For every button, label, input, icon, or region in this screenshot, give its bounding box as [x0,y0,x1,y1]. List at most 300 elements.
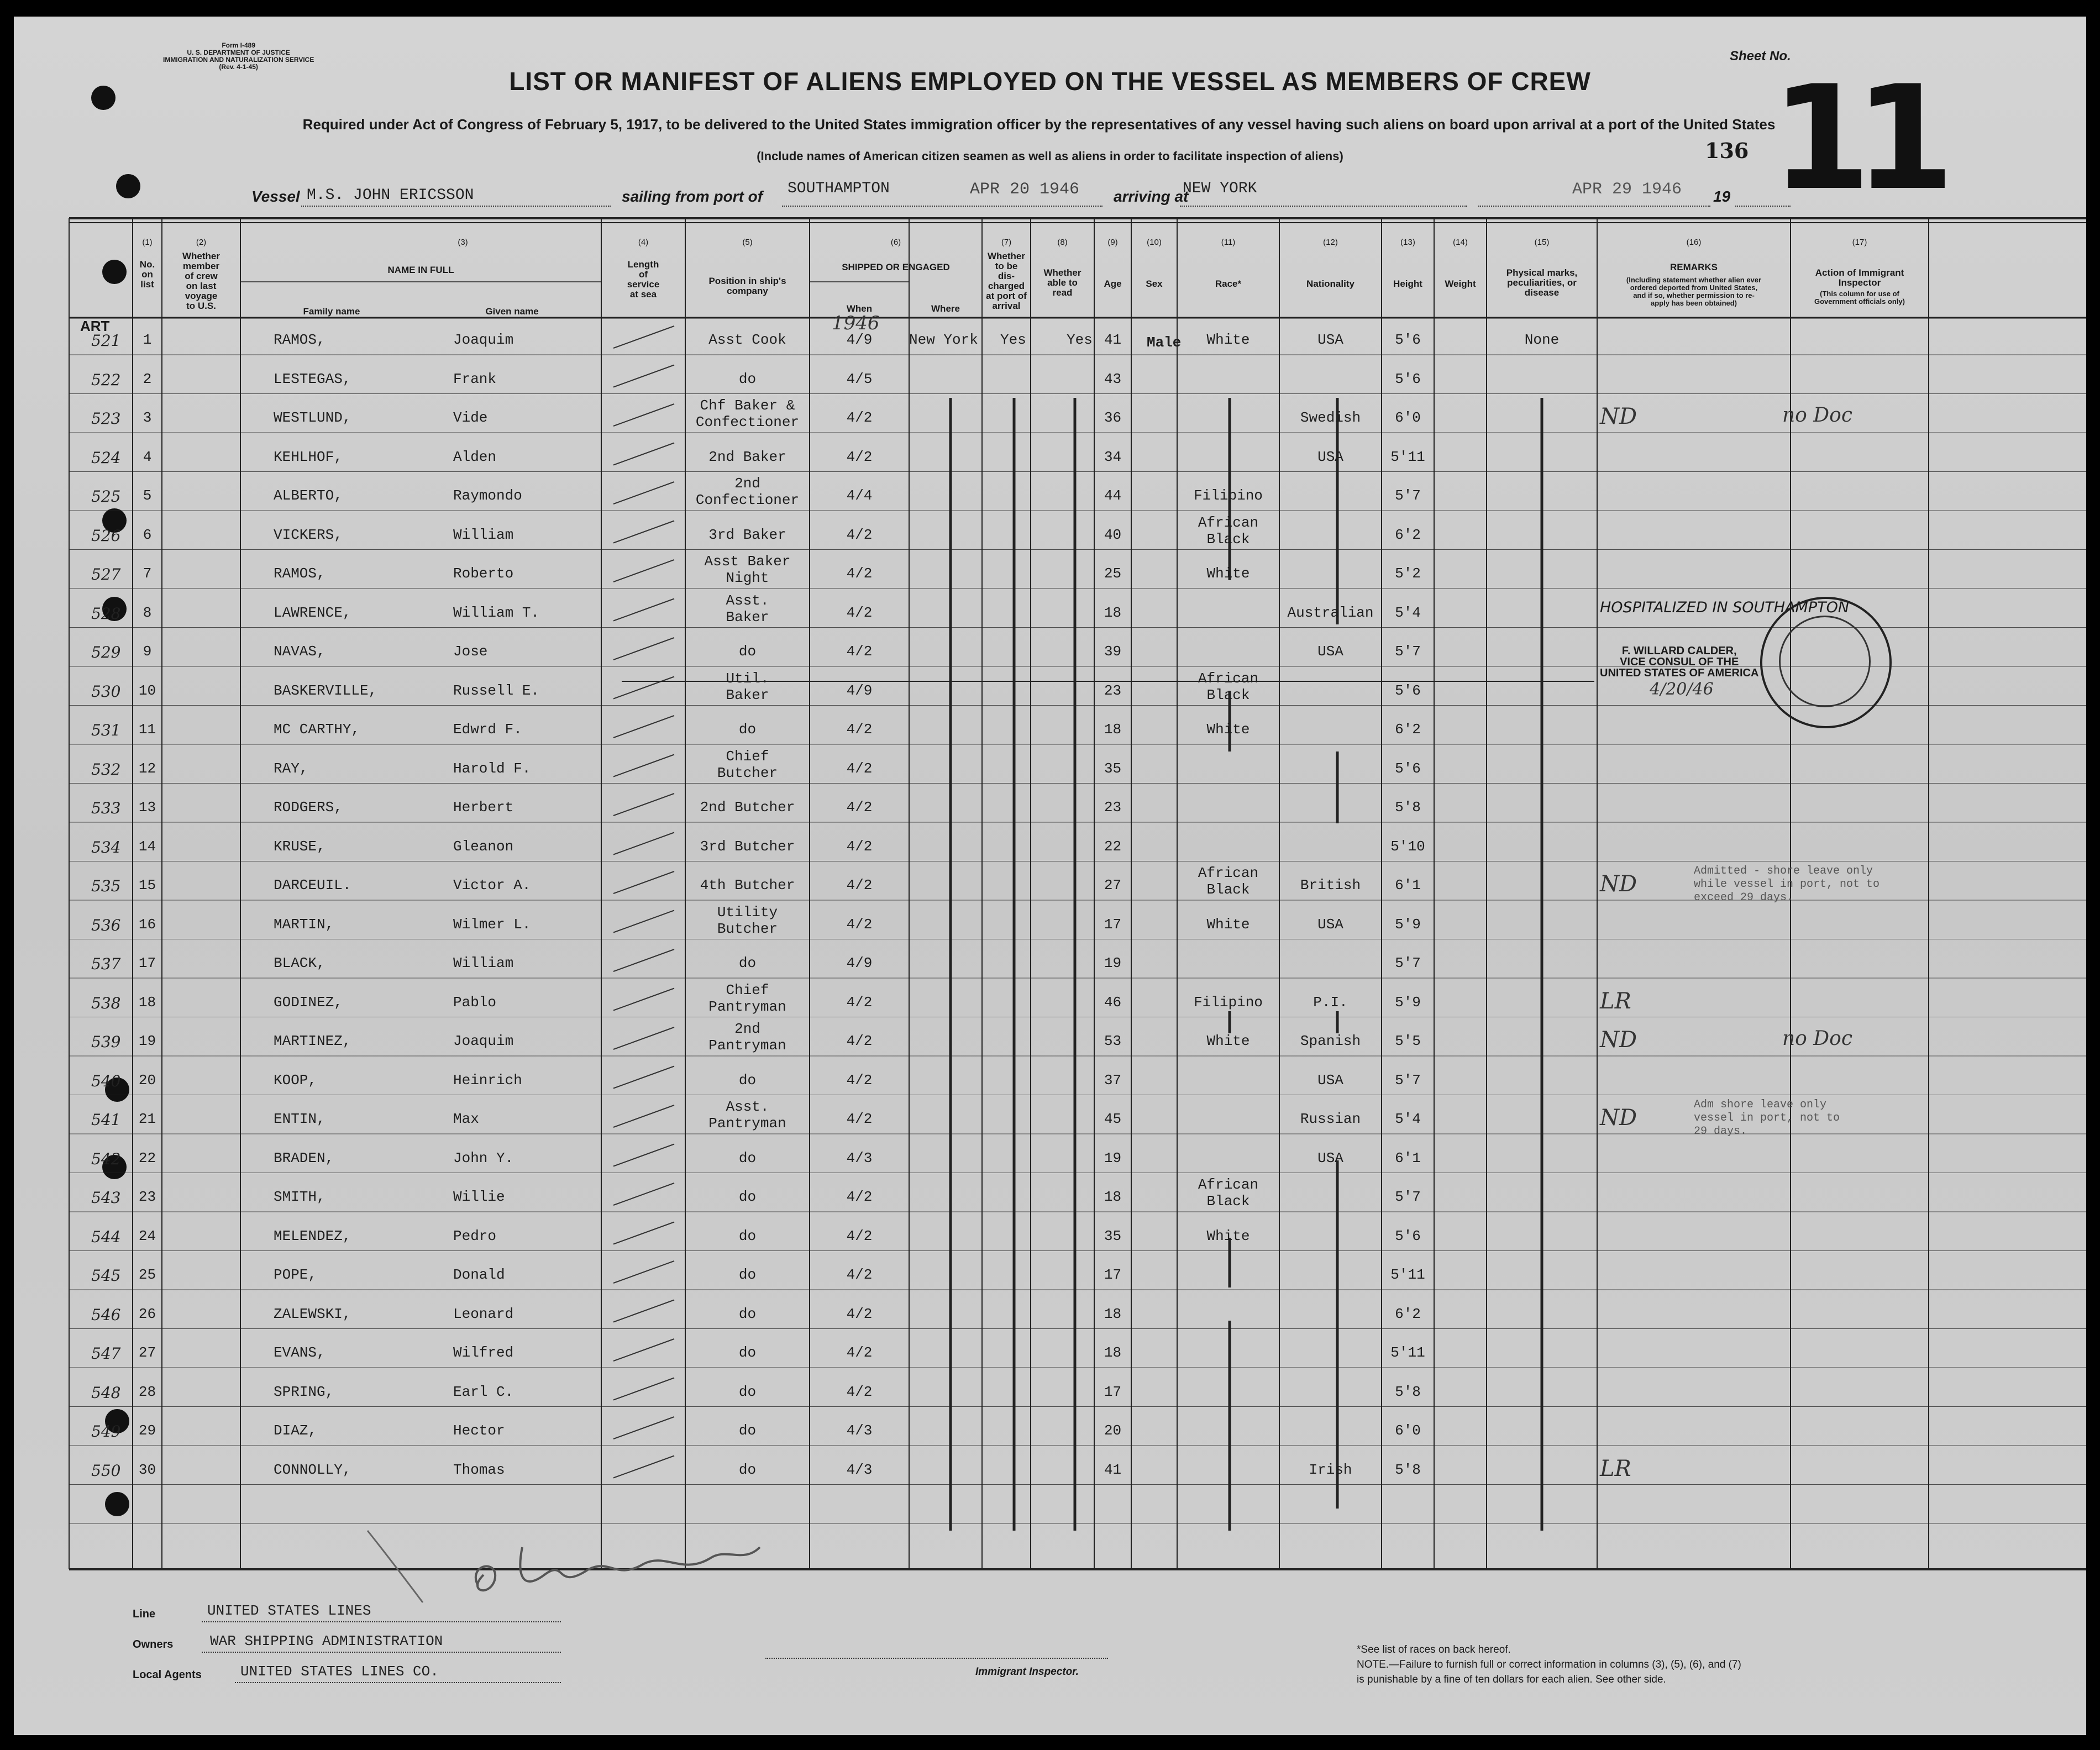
row-age: 18 [1104,604,1122,621]
row-age: 44 [1104,487,1122,504]
row-number: 19 [138,1033,156,1049]
page-title: LIST OR MANIFEST OF ALIENS EMPLOYED ON THE VESSEL AS MEMBERS OF CREW [509,67,1591,96]
row-height: 5'8 [1395,1383,1421,1400]
row-remarks: ND [1600,404,1637,429]
row-position: do [738,643,757,660]
row-given-name: Willie [453,1189,505,1205]
row-height: 6'2 [1395,721,1421,738]
row-sex: Male [1147,334,1182,351]
row-number: 3 [143,409,152,426]
year-label: 19 [1713,188,1731,205]
column-number: (1) [142,238,153,247]
row-position: Util. Baker [726,670,769,703]
row-physical: None [1524,332,1560,348]
row-height: 5'9 [1395,994,1421,1011]
row-height: 5'11 [1390,448,1425,465]
row-when: 4/3 [846,1422,873,1439]
row-family-name: BRADEN, [274,1149,334,1166]
row-given-name: Alden [453,448,497,465]
row-when: 4/2 [846,760,873,777]
row-family-name: KRUSE, [274,838,326,855]
row-number: 26 [138,1305,156,1322]
row-family-name: SPRING, [274,1383,334,1400]
row-where: New York [909,332,978,348]
row-height: 5'5 [1395,1033,1421,1049]
header-where: Where [931,303,960,314]
row-nationality: Russian [1300,1111,1361,1127]
row-height: 5'4 [1395,604,1421,621]
row-number: 14 [138,838,156,855]
row-age: 23 [1104,682,1122,699]
underline [235,1682,561,1683]
row-nationality: USA [1317,916,1343,933]
row-family-name: RODGERS, [274,799,343,816]
row-when: 4/2 [846,1305,873,1322]
row-race: Filipino [1194,994,1263,1011]
row-nationality: Spanish [1300,1033,1361,1049]
row-given-name: Jose [453,643,488,660]
line-value: UNITED STATES LINES [207,1602,371,1619]
row-race: White [1206,1033,1250,1049]
owners-label: Owners [133,1638,174,1651]
date-from-stamp: APR 20 1946 [970,180,1080,199]
row-remarks: LR [1600,1455,1631,1481]
column-number: (15) [1534,238,1550,247]
row-given-name: Heinrich [453,1071,522,1089]
row-position: Asst. Baker [726,592,769,626]
row-art-number: 550 [91,1461,121,1480]
row-able-read: Yes [1067,332,1093,348]
row-number: 30 [138,1461,156,1478]
row-remarks: LR [1600,988,1631,1014]
row-when: 4/2 [846,994,873,1011]
header-remarks: REMARKS [1670,262,1718,272]
row-height: 5'2 [1395,565,1421,582]
row-age: 43 [1104,370,1122,387]
header-action: Action of Immigrant Inspector [1815,267,1904,288]
row-given-name: Wilmer L. [453,916,531,933]
row-family-name: BASKERVILLE, [274,682,377,699]
row-remarks: ND [1600,1105,1637,1131]
column-number: (7) [1001,238,1012,247]
row-position: do [738,955,757,971]
row-position: 3rd Baker [708,526,786,543]
header-discharged: Whether to be dis- charged at port of arrival [986,251,1027,311]
row-discharged: Yes [1000,332,1026,348]
row-action: Adm shore leave only vessel in port, not to 29 days. [1694,1099,1840,1138]
row-number: 6 [143,526,152,543]
header-when: When [846,303,873,314]
row-art-number: 533 [91,799,121,817]
row-age: 18 [1104,1344,1122,1361]
row-number: 24 [138,1227,156,1244]
row-number: 17 [138,955,156,971]
header-no-on-list: No. on list [139,259,155,290]
row-height: 5'7 [1395,487,1421,504]
row-height: 5'6 [1395,682,1421,699]
row-family-name: GODINEZ, [274,994,343,1011]
row-nationality: British [1300,877,1361,894]
row-given-name: Earl C. [453,1383,514,1400]
row-number: 4 [143,448,152,465]
row-given-name: Leonard [453,1305,514,1322]
row-age: 46 [1104,994,1122,1011]
row-when: 4/2 [846,409,873,426]
row-position: Chief Butcher [717,748,778,781]
row-given-name: John Y. [453,1149,514,1166]
row-number: 9 [143,643,152,660]
row-age: 41 [1104,332,1122,348]
row-position: do [738,1383,757,1400]
row-given-name: William [453,955,514,971]
row-race: White [1206,721,1250,738]
row-art-number: 538 [91,994,121,1012]
row-art-number: 527 [91,565,121,584]
row-nationality: USA [1317,332,1343,348]
row-when: 4/2 [846,1071,873,1089]
header-race: Race* [1215,278,1242,289]
column-number: (5) [742,238,753,247]
row-given-name: Pedro [453,1227,497,1244]
row-art-number: 525 [91,487,121,506]
row-family-name: ZALEWSKI, [274,1305,351,1322]
sailing-label: sailing from port of [622,188,763,205]
vessel-name: M.S. JOHN ERICSSON [307,187,474,204]
row-height: 5'6 [1395,1227,1421,1244]
row-number: 22 [138,1149,156,1166]
column-number: (12) [1323,238,1338,247]
row-number: 23 [138,1189,156,1205]
row-position: 2nd Baker [708,448,786,465]
row-position: do [738,1071,757,1089]
column-number: (2) [196,238,207,247]
header-family-name: Family name [303,306,360,317]
row-family-name: ENTIN, [274,1111,326,1127]
arriving-label: arriving at [1114,188,1189,205]
inspector-signature [356,1525,788,1614]
row-given-name: Thomas [453,1461,505,1478]
row-height: 5'4 [1395,1111,1421,1127]
row-when: 4/9 [846,955,873,971]
row-when: 4/2 [846,916,873,933]
column-number: (16) [1686,238,1702,247]
header-sex: Sex [1146,278,1163,289]
header-art: ART [80,318,110,334]
row-height: 6'2 [1395,1305,1421,1322]
column-number: (14) [1453,238,1468,247]
row-height: 5'9 [1395,916,1421,933]
row-age: 39 [1104,643,1122,660]
row-age: 19 [1104,955,1122,971]
header-remarks-note: (Including statement whether alien ever ordered deported from United States, and if so, whether permission to re- apply has been obtained) [1626,276,1762,307]
column-number: (10) [1147,238,1162,247]
row-art-number: 536 [91,916,121,934]
row-height: 5'6 [1395,370,1421,387]
row-art-number: 529 [91,643,121,661]
row-nationality: USA [1317,448,1343,465]
row-age: 20 [1104,1422,1122,1439]
row-when: 4/2 [846,643,873,660]
row-art-number: 549 [91,1422,121,1441]
header-height: Height [1393,278,1422,289]
row-position: do [738,1422,757,1439]
row-position: 4th Butcher [700,877,795,894]
row-number: 20 [138,1071,156,1089]
row-art-number: 548 [91,1383,121,1402]
row-given-name: Pablo [453,994,497,1011]
row-family-name: VICKERS, [274,526,343,543]
row-height: 5'10 [1390,838,1425,855]
inspector-signature-line [765,1658,1108,1659]
row-height: 6'1 [1395,877,1421,894]
row-age: 23 [1104,799,1122,816]
underline [202,1621,561,1622]
row-family-name: KEHLHOF, [274,448,343,465]
row-given-name: Roberto [453,565,514,582]
owners-value: WAR SHIPPING ADMINISTRATION [210,1633,443,1649]
row-age: 17 [1104,1266,1122,1283]
row-position: Utility Butcher [717,903,778,937]
row-age: 45 [1104,1111,1122,1127]
port-to: NEW YORK [1183,180,1257,197]
row-age: 41 [1104,1461,1122,1478]
row-art-number: 539 [91,1033,121,1051]
date-to-stamp: APR 29 1946 [1572,180,1682,199]
row-family-name: WESTLUND, [274,409,351,426]
row-art-number: 537 [91,955,121,973]
row-race: White [1206,565,1250,582]
header-physical: Physical marks, peculiarities, or disease [1506,267,1578,298]
row-position: 2nd Pantryman [708,1021,786,1054]
column-number: (4) [638,238,649,247]
row-family-name: RAY, [274,760,308,777]
row-position: Asst Baker Night [704,553,791,586]
row-age: 35 [1104,1227,1122,1244]
row-given-name: Harold F. [453,760,531,777]
row-family-name: BLACK, [274,955,326,971]
row-height: 5'11 [1390,1266,1425,1283]
row-number: 10 [138,682,156,699]
row-position: do [738,1149,757,1166]
row-height: 6'2 [1395,526,1421,543]
subtitle: Required under Act of Congress of February 5, 1917, to be delivered to the United States immigration officer by the representatives of any vessel having such aliens on board upon arrival at a port of the United States [302,116,1776,133]
column-number: (8) [1057,238,1068,247]
row-position: do [738,1344,757,1361]
row-number: 25 [138,1266,156,1283]
row-art-number: 544 [91,1227,121,1246]
row-given-name: Gleanon [453,838,514,855]
row-height: 5'6 [1395,760,1421,777]
row-art-number: 535 [91,877,121,895]
row-given-name: Wilfred [453,1344,514,1361]
row-when: 4/2 [846,877,873,894]
row-nationality: USA [1317,1071,1343,1089]
row-nationality: Swedish [1300,409,1361,426]
row-family-name: MARTINEZ, [274,1033,351,1049]
row-given-name: Donald [453,1266,505,1283]
row-height: 5'8 [1395,1461,1421,1478]
row-number: 1 [143,332,152,348]
row-age: 27 [1104,877,1122,894]
row-number: 21 [138,1111,156,1127]
row-given-name: William T. [453,604,540,621]
row-when: 4/2 [846,1227,873,1244]
row-nationality: P.I. [1313,994,1348,1011]
row-family-name: EVANS, [274,1344,326,1361]
header-position: Position in ship's company [708,276,786,296]
header-weight: Weight [1445,278,1476,289]
row-art-number: 524 [91,448,121,467]
row-family-name: ALBERTO, [274,487,343,504]
row-age: 53 [1104,1033,1122,1049]
row-family-name: LAWRENCE, [274,604,351,621]
row-family-name: DIAZ, [274,1422,317,1439]
row-age: 18 [1104,1189,1122,1205]
row-family-name: MC CARTHY, [274,721,360,738]
row-action: no Doc [1782,1027,1853,1050]
row-height: 5'7 [1395,1189,1421,1205]
row-position: Chief Pantryman [708,981,786,1015]
row-family-name: POPE, [274,1266,317,1283]
row-given-name: Russell E. [453,682,540,699]
row-art-number: 540 [91,1071,121,1090]
row-position: do [738,1189,757,1205]
row-number: 27 [138,1344,156,1361]
row-family-name: NAVAS, [274,643,326,660]
row-age: 34 [1104,448,1122,465]
row-family-name: LESTEGAS, [274,370,351,387]
row-age: 35 [1104,760,1122,777]
row-race: African Black [1198,1176,1259,1210]
row-when: 4/9 [846,332,873,348]
row-when: 4/2 [846,604,873,621]
row-height: 6'1 [1395,1149,1421,1166]
row-art-number: 521 [91,332,121,350]
header-whether-member: Whether member of crew on last voyage to U.S. [182,251,220,311]
row-when: 4/2 [846,1111,873,1127]
row-action: no Doc [1782,404,1853,427]
row-art-number: 531 [91,721,121,739]
sheet-number: 11 [1771,55,1938,222]
row-age: 40 [1104,526,1122,543]
row-height: 5'7 [1395,1071,1421,1089]
column-number: (11) [1221,238,1236,247]
row-age: 19 [1104,1149,1122,1166]
header-shipped: SHIPPED OR ENGAGED [842,262,950,272]
row-position: 2nd Confectioner [695,475,800,508]
row-family-name: MARTIN, [274,916,334,933]
stamp-date: 4/20/46 [1650,680,1714,699]
header-able-read: Whether able to read [1043,267,1082,298]
row-position: do [738,370,757,387]
agents-value: UNITED STATES LINES CO. [240,1663,439,1680]
column-number: (17) [1852,238,1867,247]
row-family-name: RAMOS, [274,332,326,348]
row-when: 4/9 [846,682,873,699]
row-position: do [738,1266,757,1283]
row-when: 4/2 [846,799,873,816]
row-number: 28 [138,1383,156,1400]
penalty-note: NOTE.—Failure to furnish full or correct information in columns (3), (5), (6), and (7) [1357,1659,1741,1670]
row-position: do [738,1227,757,1244]
row-race: White [1206,916,1250,933]
row-when: 4/2 [846,448,873,465]
header-length-service: Length of service at sea [627,259,660,299]
inspector-label: Immigrant Inspector. [975,1666,1079,1678]
row-height: 6'0 [1395,409,1421,426]
row-nationality: Irish [1309,1461,1352,1478]
row-when: 4/2 [846,838,873,855]
form-identifier: Form I-489 U. S. DEPARTMENT OF JUSTICE IMMIGRATION AND NATURALIZATION SERVICE (Rev. 4-1-45) [163,41,314,71]
row-number: 16 [138,916,156,933]
row-when: 4/2 [846,526,873,543]
row-when: 4/2 [846,1189,873,1205]
service-length-ticks [613,326,674,1478]
row-number: 12 [138,760,156,777]
header-name-in-full: NAME IN FULL [387,265,454,275]
row-when: 4/2 [846,565,873,582]
row-height: 6'0 [1395,1422,1421,1439]
row-art-number: 546 [91,1305,121,1324]
row-when: 4/4 [846,487,873,504]
include-note: (Include names of American citizen seamen as well as aliens in order to facilitate inspection of aliens) [757,149,1343,163]
row-height: 5'8 [1395,799,1421,816]
row-art-number: 528 [91,604,121,623]
row-position: Chf Baker & Confectioner [695,397,800,430]
row-when: 4/2 [846,1033,873,1049]
row-age: 17 [1104,1383,1122,1400]
row-art-number: 522 [91,370,121,389]
row-when: 4/2 [846,721,873,738]
row-race: African Black [1198,670,1259,703]
row-number: 18 [138,994,156,1011]
column-number: (13) [1400,238,1415,247]
row-given-name: Frank [453,370,497,387]
row-age: 36 [1104,409,1122,426]
row-position: 3rd Butcher [700,838,795,855]
row-number: 15 [138,877,156,894]
row-number: 2 [143,370,152,387]
column-number: (9) [1107,238,1118,247]
row-number: 8 [143,604,152,621]
row-nationality: USA [1317,643,1343,660]
row-art-number: 542 [91,1149,121,1168]
row-age: 18 [1104,1305,1122,1322]
row-number: 11 [138,721,156,738]
header-nationality: Nationality [1306,278,1355,289]
row-given-name: Hector [453,1422,505,1439]
header-when-year: 1946 [832,312,880,334]
row-given-name: Joaquim [453,332,514,348]
row-position: 2nd Butcher [700,799,795,816]
row-family-name: KOOP, [274,1071,317,1089]
row-remarks: HOSPITALIZED IN SOUTHAMPTON [1600,598,1850,616]
row-when: 4/2 [846,1344,873,1361]
row-number: 5 [143,487,152,504]
row-nationality: Australian [1287,604,1374,621]
row-height: 5'6 [1395,332,1421,348]
port-from: SOUTHAMPTON [788,180,890,197]
agents-label: Local Agents [133,1669,202,1681]
row-given-name: Joaquim [453,1033,514,1049]
column-number: (3) [458,238,468,247]
row-number: 7 [143,565,152,582]
row-family-name: MELENDEZ, [274,1227,351,1244]
row-given-name: Herbert [453,799,514,816]
row-position: do [738,1305,757,1322]
row-height: 5'7 [1395,955,1421,971]
manifest-sheet [14,17,2086,1735]
